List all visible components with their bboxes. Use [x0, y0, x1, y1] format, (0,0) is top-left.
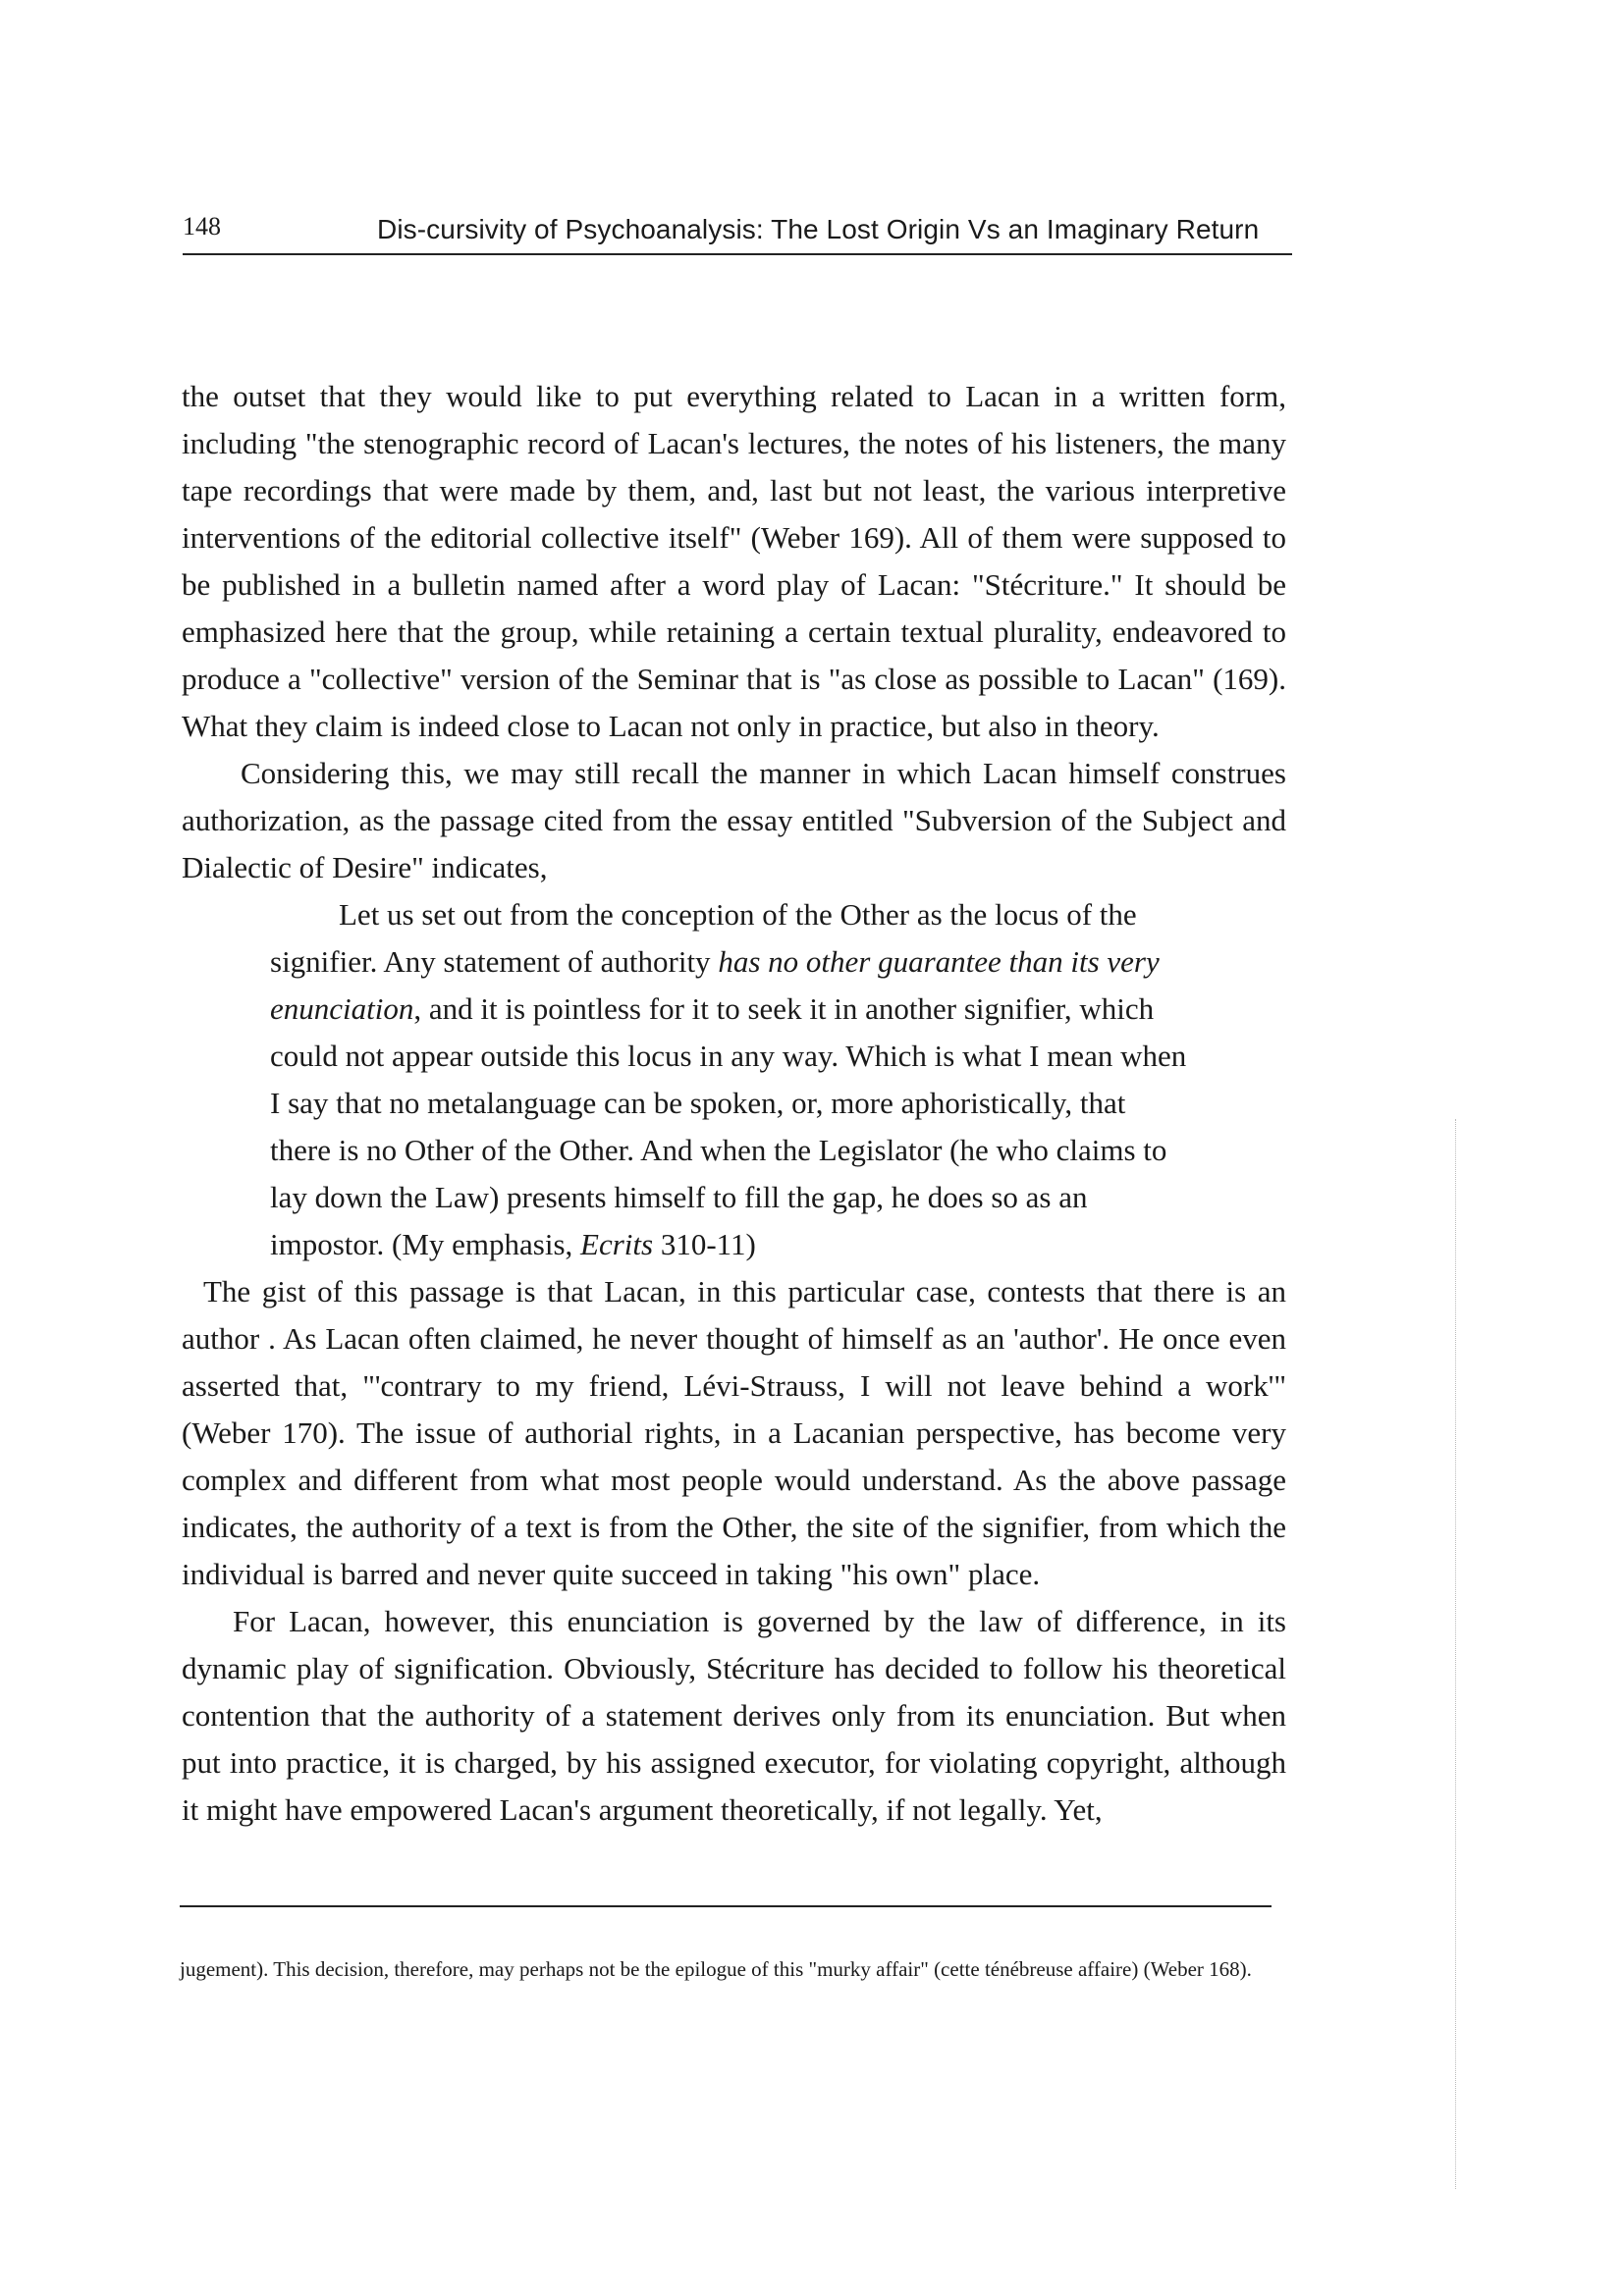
footnote: jugement). This decision, therefore, may perhaps not be the epilogue of this "murky affair" (cette ténébreuse affaire) (Weber 168). [180, 1957, 1252, 1981]
scan-edge-mark [1455, 1119, 1458, 2189]
paragraph-1: the outset that they would like to put everything related to Lacan in a written form, including "the stenographic record of Lacan's lectures, the notes of his listeners, the many tape recordings that were made by them, and, last but not least, the various interpretive interventions of the editorial collective itself" (Weber 169). All of them were supposed to be published in a bulletin named after a word play of Lacan: "Stécriture." It should be emphasized here that the group, while retaining a certain textual plurality, endeavored to produce a "collective" version of the Seminar that is "as close as possible to Lacan" (169). What they claim is indeed close to Lacan not only in practice, but also in theory. [182, 379, 1286, 743]
quote-source-title: Ecrits [580, 1227, 654, 1261]
page-number: 148 [183, 212, 221, 240]
quote-part-1: Let us set out from the conception of the Other as the locus of the signifier. Any statement of authority [270, 897, 1137, 979]
running-header [183, 210, 1292, 255]
quote-part-3: 310-11) [653, 1227, 756, 1261]
running-title: Dis-cursivity of Psychoanalysis: The Lost Origin Vs an Imaginary Return [377, 214, 1260, 244]
footnote-divider [180, 1905, 1272, 1907]
block-quote-text [270, 891, 1193, 1268]
block-quote [270, 891, 1193, 1268]
quote-emphasis: has no other guarantee than its very enunciation [270, 944, 1160, 1026]
paragraph-2: Considering this, we may still recall the manner in which Lacan himself construes authorization, as the passage cited from the essay entitled "Subversion of the Subject and Dialectic of Desire" indicates, [182, 756, 1286, 884]
paragraph-4: For Lacan, however, this enunciation is governed by the law of difference, in its dynamic play of signification. Obviously, Stécriture has decided to follow his theoretical contention that the authority of a statement derives only from its enunciation. But when put into practice, it is charged, by his assigned executor, for violating copyright, although it might have empowered Lacan's argument theoretically, if not legally. Yet, [182, 1604, 1286, 1827]
body-text [182, 373, 1286, 1834]
quote-part-2: , and it is pointless for it to seek it in another signifier, which could not appear outside this locus in any way. Which is what I mean when I say that no metalanguage can be spoken, or, more aphoristically, that there is no Other of the Other. And when the Legislator (he who claims to lay down the Law) presents himself to fill the gap, he does so as an impostor. (My emphasis, [270, 991, 1187, 1261]
paragraph-3: The gist of this passage is that Lacan, in this particular case, contests that there is an author . As Lacan often claimed, he never thought of himself as an 'author'. He once even asserted that, "'contrary to my friend, Lévi-Strauss, I will not leave behind a work'" (Weber 170). The issue of authorial rights, in a Lacanian perspective, has become very complex and different from what most people would understand. As the above passage indicates, the authority of a text is from the Other, the site of the signifier, from which the individual is barred and never quite succeed in taking "his own" place. [182, 1274, 1286, 1591]
